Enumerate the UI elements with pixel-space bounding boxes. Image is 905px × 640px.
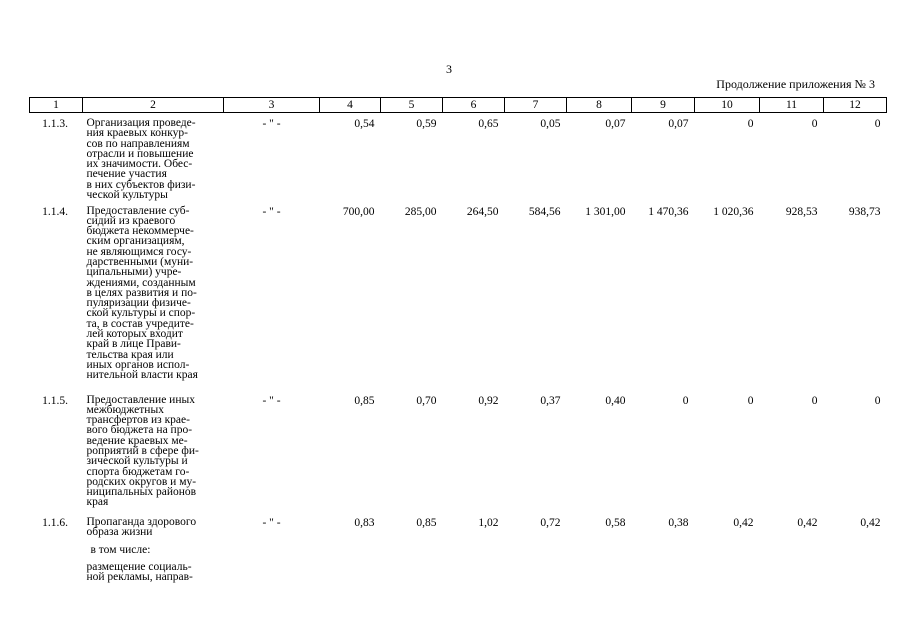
value-cell: 700,00: [342, 205, 375, 218]
value-cell: 0,05: [540, 118, 561, 130]
value-cell: 0,70: [416, 394, 437, 407]
column-number: 5: [381, 98, 443, 113]
column-number: 12: [824, 98, 887, 113]
value-cell: 0: [874, 394, 881, 407]
including-row: [30, 545, 887, 562]
value-cell: 0: [874, 118, 881, 130]
value-cell: 0: [747, 394, 754, 407]
row-name: [83, 517, 224, 545]
value-cell: 1 470,36: [648, 205, 689, 218]
row-name-text: Пропаганда здорового образа жизни: [86, 515, 197, 538]
value-cell: 0,83: [354, 516, 375, 529]
column-number: 10: [695, 98, 760, 113]
row-executor: - " -: [262, 205, 281, 218]
value-cell: 285,00: [404, 205, 437, 218]
row-executor: - " -: [262, 118, 281, 130]
row-name: [83, 395, 224, 517]
column-number: 9: [632, 98, 695, 113]
column-number-row: [30, 98, 887, 113]
table-row: [30, 395, 887, 517]
value-cell: 0,37: [540, 394, 561, 407]
value-cell: 584,56: [528, 205, 561, 218]
value-cell: 0,85: [354, 394, 375, 407]
value-cell: 0: [811, 118, 818, 130]
row-name: [83, 206, 224, 395]
sub-item-name: [83, 562, 224, 583]
value-cell: 0,42: [733, 516, 754, 529]
value-cell: 0,07: [668, 118, 689, 130]
column-number: 6: [443, 98, 505, 113]
value-cell: 0,42: [860, 516, 881, 529]
value-cell: 0,59: [416, 118, 437, 130]
page-number: 3: [446, 62, 452, 76]
row-code: 1.1.6.: [42, 516, 68, 529]
column-number: 2: [83, 98, 224, 113]
value-cell: 1 301,00: [585, 205, 626, 218]
row-name-text: Предоставление иных межбюджетных трансфертов из крае- вого бюджета на про- ведение краевых ме- роприятий в сфере фи- зической культуры и спорта бюджетам го- родских округов и му- ниципальных районов края: [86, 393, 199, 509]
value-cell: 0,65: [478, 118, 499, 130]
value-cell: 0: [811, 394, 818, 407]
value-cell: 1 020,36: [713, 205, 754, 218]
column-number: 7: [505, 98, 567, 113]
column-number: 11: [760, 98, 824, 113]
row-code: 1.1.4.: [42, 205, 68, 218]
value-cell: 264,50: [466, 205, 499, 218]
value-cell: 0,54: [354, 118, 375, 130]
value-cell: 0,92: [478, 394, 499, 407]
column-number: 4: [320, 98, 381, 113]
including-label: в том числе:: [90, 543, 151, 556]
row-code: 1.1.3.: [42, 118, 68, 130]
row-name-text: Предоставление суб- сидий из краевого бюджета некоммерче- ским организациям, не являющимся госу- дарственными (муни- ципальными) учре- ждениями, созданным в целях развития и по- пуляризации физиче- ской культуры и спор- та, в состав учредите- лей которых входит край в лице Прави- тельства края или иных органов испол- нительной власти края: [86, 204, 198, 382]
value-cell: 0,07: [605, 118, 626, 130]
value-cell: 0,85: [416, 516, 437, 529]
column-number: 8: [567, 98, 632, 113]
value-cell: 0: [747, 118, 754, 130]
value-cell: 938,73: [848, 205, 881, 218]
sub-item-row: [30, 562, 887, 583]
value-cell: 0,58: [605, 516, 626, 529]
value-cell: 0,42: [797, 516, 818, 529]
table-row: [30, 206, 887, 395]
value-cell: 0,38: [668, 516, 689, 529]
column-number: 3: [224, 98, 320, 113]
value-cell: 0: [682, 394, 689, 407]
sub-item-text: размещение социаль- ной рекламы, направ-: [86, 560, 193, 583]
row-executor: - " -: [262, 516, 281, 529]
value-cell: 1,02: [478, 516, 499, 529]
row-name: [83, 113, 224, 206]
appendix-table: [29, 97, 887, 582]
column-number: 1: [30, 98, 83, 113]
continuation-title: Продолжение приложения № 3: [716, 77, 875, 91]
row-executor: - " -: [262, 394, 281, 407]
table-row: [30, 517, 887, 545]
value-cell: 928,53: [785, 205, 818, 218]
row-name-text: Организация проведе- ния краевых конкур- сов по направлениям отрасли и повышение их значимости. Обес- печение участия в них субъектов физи- ческой культуры: [86, 117, 196, 202]
table-row: [30, 113, 887, 206]
value-cell: 0,40: [605, 394, 626, 407]
row-code: 1.1.5.: [42, 394, 68, 407]
value-cell: 0,72: [540, 516, 561, 529]
